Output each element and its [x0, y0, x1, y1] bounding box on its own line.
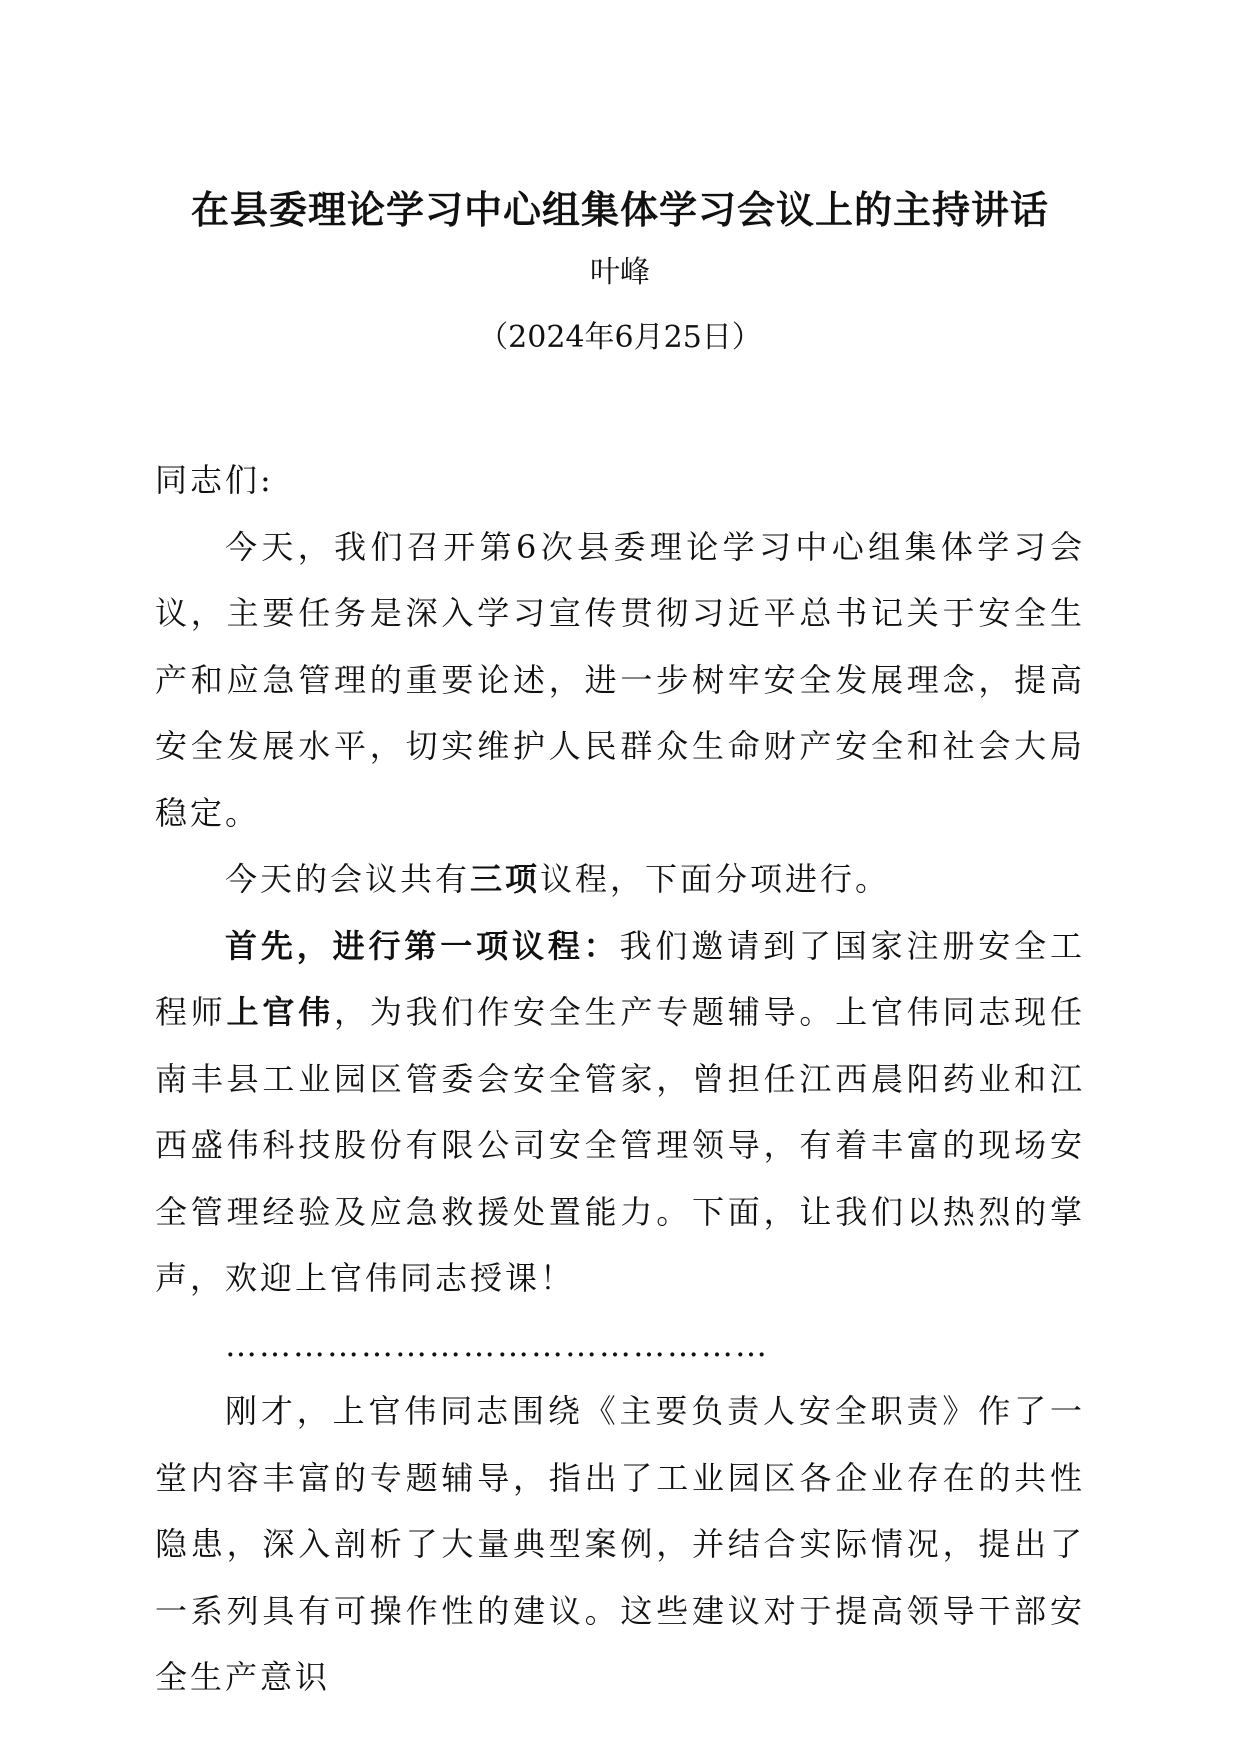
speech-date: （2024年6月25日） — [478, 320, 762, 355]
paragraph-1: 今天，我们召开第6次县委理论学习中心组集体学习会议，主要任务是深入学习宣传贯彻习近平总书记关于安全生产和应急管理的重要论述，进一步树牢安全发展理念，提高安全发展水平，切实维护人民群众生命财产安全和社会大局稳定。 — [155, 527, 1085, 832]
agenda-item-one-lead: 首先，进行第一项议程： — [225, 926, 620, 965]
author-name: 叶峰 — [590, 255, 650, 290]
document-title: 在县委理论学习中心组集体学习会议上的主持讲话 — [190, 187, 1049, 232]
paragraph-2-text-after: 议程，下面分项进行。 — [540, 860, 891, 898]
paragraph-4: 刚才，上官伟同志围绕《主要负责人安全职责》作了一堂内容丰富的专题辅导，指出了工业园区各企业存在的共性隐患，深入剖析了大量典型案例，并结合实际情况，提出了一系列具有可操作性的建议。这些建议对于提高领导干部安全生产意识 — [155, 1392, 1085, 1696]
speech-body — [155, 447, 1085, 1711]
paragraph-3 — [155, 913, 1085, 1312]
paragraph-2 — [155, 846, 1085, 913]
speaker-name: 上官伟 — [226, 993, 335, 1031]
ellipsis-separator: ………………………………………… — [225, 1325, 769, 1364]
paragraph-3-text-1: 我们邀请到了国家注册安全工程师 — [155, 926, 1085, 1031]
paragraph-3-text-2: ，为我们作安全生产专题辅导。上官伟同志现任南丰县工业园区管委会安全管家，曾担任江西晨阳药业和江西盛伟科技股份有限公司安全管理领导，有着丰富的现场安全管理经验及应急救援处置能力。下面，让我们以热烈的掌声，欢迎上官伟同志授课！ — [155, 993, 1085, 1297]
paragraph-2-bold: 三项 — [470, 860, 541, 898]
greeting: 同志们: — [155, 461, 274, 499]
paragraph-2-text-before: 今天的会议共有 — [225, 860, 471, 898]
